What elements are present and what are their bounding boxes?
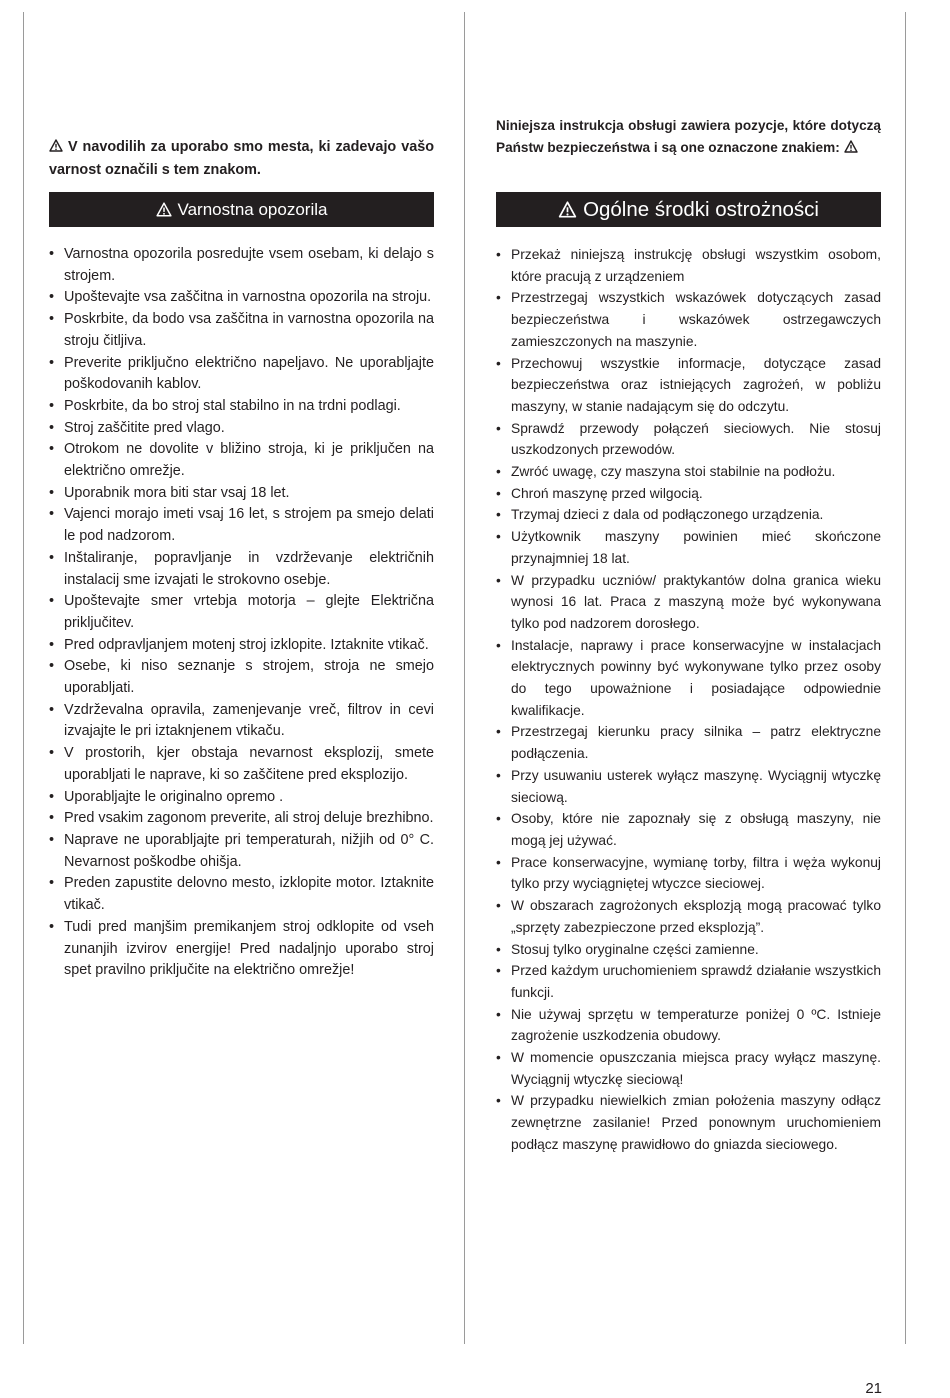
list-item: • Upoštevajte vsa zaščitna in varnostna opozorila na stroju. — [49, 287, 434, 309]
list-item: • Trzymaj dzieci z dala od podłączonego urządzenia. — [496, 504, 881, 526]
list-item: • Przestrzegaj kierunku pracy silnika – patrz elektryczne podłączenia. — [496, 721, 881, 764]
list-item: • Uporabnik mora biti star vsaj 18 let. — [49, 483, 434, 505]
list-item: • W obszarach zagrożonych eksplozją mogą pracować tylko „sprzęty zabezpieczone przed eksplozją”. — [496, 895, 881, 938]
page-number: 21 — [865, 1380, 882, 1397]
list-item: • Przy usuwaniu usterek wyłącz maszynę. Wyciągnij wtyczkę sieciową. — [496, 765, 881, 808]
warning-triangle-icon — [844, 138, 858, 160]
list-item: • Vzdrževalna opravila, zamenjevanje vreč, filtrov in cevi izvajajte le pri iztaknjenem vtikaču. — [49, 700, 434, 743]
list-item: • Przechowuj wszystkie informacje, dotyczące zasad bezpieczeństwa oraz istniejących zagrożeń, w pobliżu maszyny, w stanie nadającym się do odczytu. — [496, 353, 881, 418]
warning-triangle-icon — [156, 202, 172, 217]
list-item: • Preverite priključno električno napeljavo. Ne uporabljajte poškodovanih kablov. — [49, 353, 434, 396]
center-divider-line — [464, 12, 465, 1344]
right-border-line — [905, 12, 906, 1344]
list-item: • Pred odpravljanjem motenj stroj izklopite. Iztaknite vtikač. — [49, 635, 434, 657]
list-item: • Naprave ne uporabljajte pri temperaturah, nižjih od 0° C. Nevarnost poškodbe ohišja. — [49, 830, 434, 873]
list-item: • Prace konserwacyjne, wymianę torby, filtra i węża wykonuj tylko przy wyciągniętej wtyczce sieciowej. — [496, 852, 881, 895]
list-item: • Inštaliranje, popravljanje in vzdrževanje električnih instalacij sme izvajati le strokovno osebje. — [49, 548, 434, 591]
list-item: • Sprawdź przewody połączeń sieciowych. Nie stosuj uszkodzonych przewodów. — [496, 418, 881, 461]
list-item: • V prostorih, kjer obstaja nevarnost eksplozij, smete uporabljati le naprave, ki so zaščitene pred eksplozijo. — [49, 743, 434, 786]
list-item: • Zwróć uwagę, czy maszyna stoi stabilnie na podłożu. — [496, 461, 881, 483]
right-section-banner — [496, 192, 881, 227]
list-item: • Przed każdym uruchomieniem sprawdź działanie wszystkich funkcji. — [496, 960, 881, 1003]
list-item: • W przypadku niewielkich zmian położenia maszyny odłącz zewnętrzne zasilanie! Przed ponownym uruchomieniem podłącz maszynę prawidłowo do gniazda sieciowego. — [496, 1090, 881, 1155]
list-item: • Chroń maszynę przed wilgocią. — [496, 483, 881, 505]
list-item: • Przekaż niniejszą instrukcję obsługi wszystkim osobom, które pracują z urządzeniem — [496, 244, 881, 287]
left-border-line — [23, 12, 24, 1344]
left-intro-paragraph — [49, 137, 434, 181]
right-banner-title: Ogólne środki ostrożności — [583, 197, 819, 221]
list-item: • Tudi pred manjšim premikanjem stroj odklopite od vseh zunanjih izvirov energije! Pred nadaljnjo uporabo stroj spet pravilno priključite na električno omrežje! — [49, 917, 434, 982]
left-intro-text: V navodilih za uporabo smo mesta, ki zadevajo vašo varnost označili s tem znakom. — [49, 139, 434, 178]
list-item: • Poskrbite, da bodo vsa zaščitna in varnostna opozorila na stroju čitljiva. — [49, 309, 434, 352]
list-item: • Użytkownik maszyny powinien mieć skończone przynajmniej 18 lat. — [496, 526, 881, 569]
list-item: • Uporabljajte le originalno opremo . — [49, 787, 434, 809]
list-item: • Preden zapustite delovno mesto, izklopite motor. Iztaknite vtikač. — [49, 873, 434, 916]
left-safety-list — [49, 244, 434, 982]
list-item: • Poskrbite, da bo stroj stal stabilno in na trdni podlagi. — [49, 396, 434, 418]
right-safety-list — [496, 244, 881, 1156]
left-section-banner — [49, 192, 434, 227]
right-intro-text: Niniejsza instrukcja obsługi zawiera pozycje, które dotyczą Państw bezpieczeństwa i są one oznaczone znakiem: — [496, 118, 881, 155]
list-item: • Otrokom ne dovolite v bližino stroja, ki je priključen na električno omrežje. — [49, 439, 434, 482]
list-item: • Varnostna opozorila posredujte vsem osebam, ki delajo s strojem. — [49, 244, 434, 287]
list-item: • Stroj zaščitite pred vlago. — [49, 418, 434, 440]
right-intro-paragraph — [496, 115, 881, 159]
list-item: • W przypadku uczniów/ praktykantów dolna granica wieku wynosi 16 lat. Praca z maszyną może być wykonywana tylko pod nadzorem dorosłego. — [496, 570, 881, 635]
list-item: • Stosuj tylko oryginalne części zamienne. — [496, 939, 881, 961]
warning-triangle-icon — [558, 201, 577, 218]
list-item: • Nie używaj sprzętu w temperaturze poniżej 0 ºC. Istnieje zagrożenie uszkodzenia obudowy. — [496, 1004, 881, 1047]
list-item: • W momencie opuszczania miejsca pracy wyłącz maszynę. Wyciągnij wtyczkę sieciową! — [496, 1047, 881, 1090]
left-banner-title: Varnostna opozorila — [177, 199, 328, 219]
list-item: • Instalacje, naprawy i prace konserwacyjne w instalacjach elektrycznych powinny być wykonywane tylko przez osoby do tego upoważnione i posiadające odpowiednie kwalifikacje. — [496, 635, 881, 722]
list-item: • Osoby, które nie zapoznały się z obsługą maszyny, nie mogą jej używać. — [496, 808, 881, 851]
warning-triangle-icon — [49, 138, 63, 160]
list-item: • Upoštevajte smer vrtebja motorja – glejte Električna priključitev. — [49, 591, 434, 634]
list-item: • Pred vsakim zagonom preverite, ali stroj deluje brezhibno. — [49, 808, 434, 830]
list-item: • Osebe, ki niso seznanje s strojem, stroja ne smejo uporabljati. — [49, 656, 434, 699]
list-item: • Przestrzegaj wszystkich wskazówek dotyczących zasad bezpieczeństwa i wskazówek ostrzegawczych zamieszczonych na maszynie. — [496, 287, 881, 352]
list-item: • Vajenci morajo imeti vsaj 16 let, s strojem pa smejo delati le pod nadzorom. — [49, 504, 434, 547]
